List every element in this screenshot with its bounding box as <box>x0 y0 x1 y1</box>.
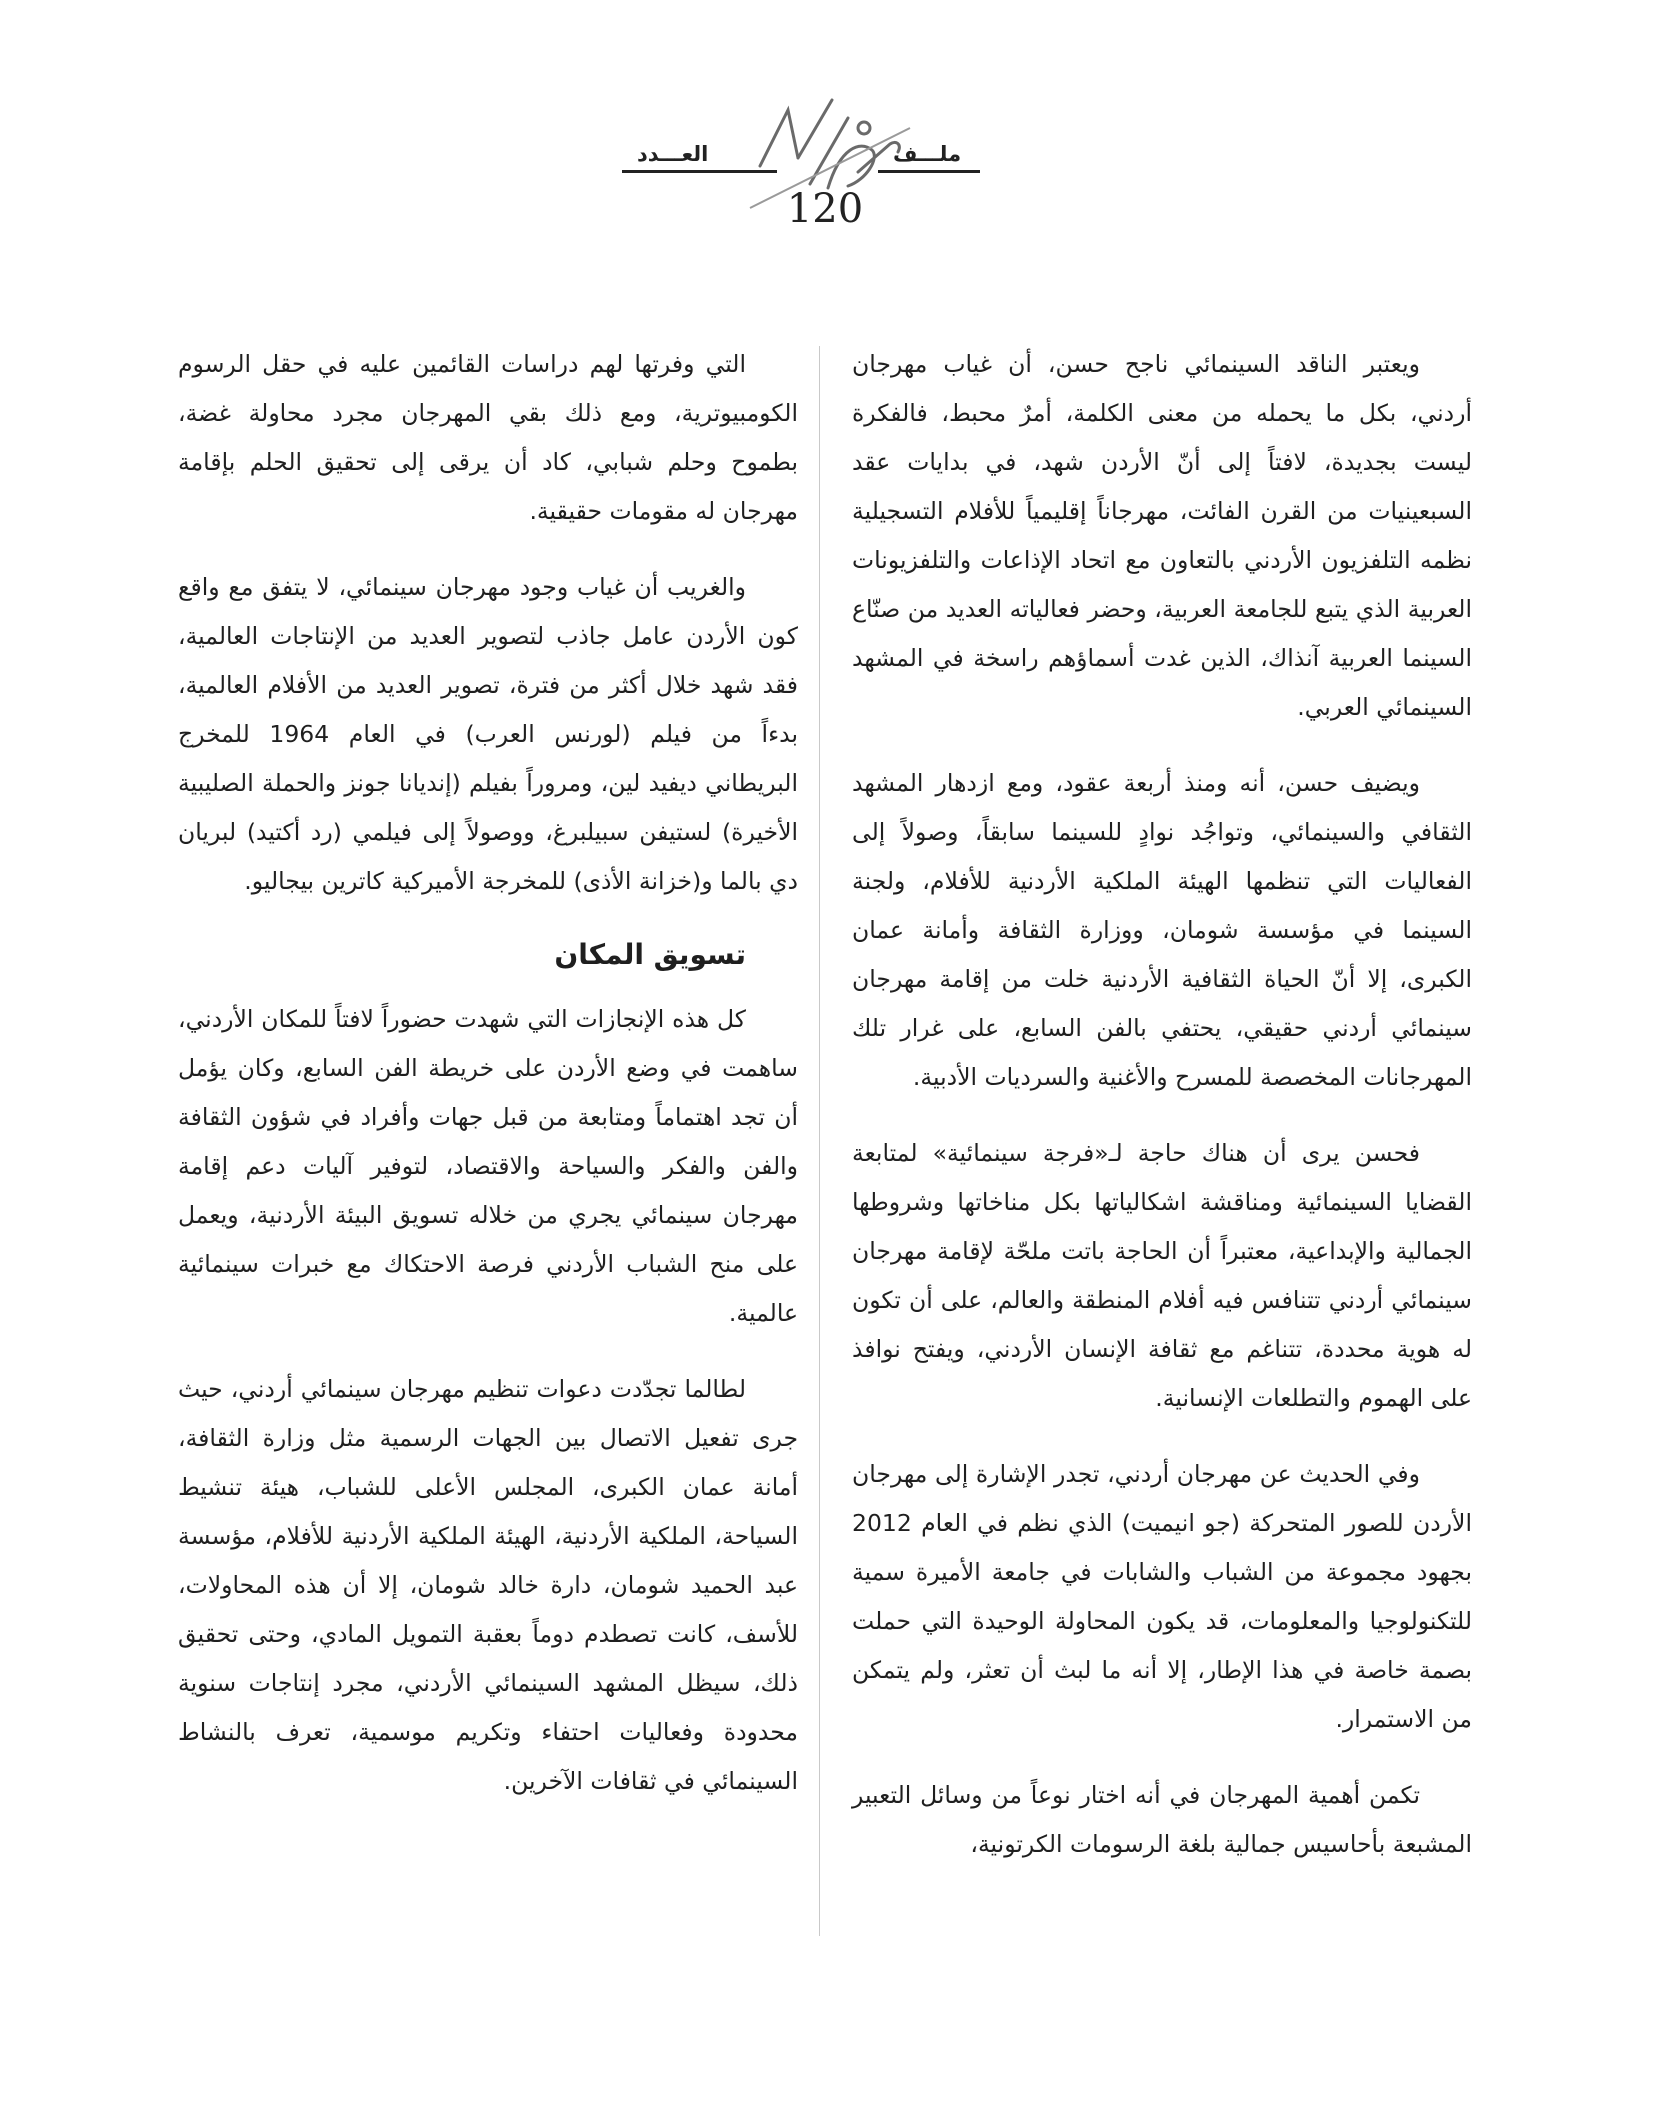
paragraph: وفي الحديث عن مهرجان أردني، تجدر الإشارة إلى مهرجان الأردن للصور المتحركة (جو انيميت) الذي نظم في العام 2012 بجهود مجموعة من الشباب والشابات في جامعة الأميرة سمية للتكنولوجيا والمعلومات، قد يكون المحاولة الوحيدة التي حملت بصمة خاصة في هذا الإطار، إلا أنه ما لبث أن تعثر، ولم يتمكن من الاستمرار. <box>852 1460 1472 1733</box>
paragraph: لطالما تجدّدت دعوات تنظيم مهرجان سينمائي أردني، حيث جرى تفعيل الاتصال بين الجهات الرسمية مثل وزارة الثقافة، أمانة عمان الكبرى، المجلس الأعلى للشباب، هيئة تنشيط السياحة، الملكية الأردنية، الهيئة الملكية الأردنية للأفلام، مؤسسة عبد الحميد شومان، دارة خالد شومان، إلا أن هذه المحاولات، للأسف، كانت تصطدم دوماً بعقبة التمويل المادي، وحتى تحقيق ذلك، سيظل المشهد السينمائي الأردني، مجرد إنتاجات سنوية محدودة وفعاليات احتفاء وتكريم موسمية، تعرف بالنشاط السينمائي في ثقافات الآخرين. <box>178 1375 798 1795</box>
left-column <box>178 340 798 1833</box>
paragraph: كل هذه الإنجازات التي شهدت حضوراً لافتاً للمكان الأردني، ساهمت في وضع الأردن على خريطة الفن السابع، وكان يؤمل أن تجد اهتماماً ومتابعة من قبل جهات وأفراد في شؤون الثقافة والفن والفكر والسياحة والاقتصاد، لتوفير آليات دعم إقامة مهرجان سينمائي يجري من خلاله تسويق البيئة الأردنية، ويعمل على منح الشباب الأردني فرصة الاحتكاك مع خبرات سينمائية عالمية. <box>178 1005 798 1327</box>
page-number: 120 <box>786 186 864 232</box>
paragraph: ويضيف حسن، أنه ومنذ أربعة عقود، ومع ازدهار المشهد الثقافي والسينمائي، وتواجُد نوادٍ للسينما سابقاً، وصولاً إلى الفعاليات التي تنظمها الهيئة الملكية الأردنية للأفلام، ولجنة السينما في مؤسسة شومان، ووزارة الثقافة وأمانة عمان الكبرى، إلا أنّ الحياة الثقافية الأردنية خلت من إقامة مهرجان سينمائي أردني حقيقي، يحتفي بالفن السابع، على غرار تلك المهرجانات المخصصة للمسرح والأغنية والسرديات الأدبية. <box>852 769 1472 1091</box>
paragraph: والغريب أن غياب وجود مهرجان سينمائي، لا يتفق مع واقع كون الأردن عامل جاذب لتصوير العديد من الإنتاجات العالمية، فقد شهد خلال أكثر من فترة، تصوير العديد من الأفلام العالمية، بدءاً من فيلم (لورنس العرب) في العام 1964 للمخرج البريطاني ديفيد لين، ومروراً بفيلم (إنديانا جونز والحملة الصليبية الأخيرة) لستيفن سبيلبرغ، ووصولاً إلى فيلمي (رد أكتيد) لبريان دي بالما و(خزانة الأذى) للمخرجة الأميركية كاترين بيجاليو. <box>178 573 798 895</box>
paragraph: تكمن أهمية المهرجان في أنه اختار نوعاً من وسائل التعبير المشبعة بأحاسيس جمالية بلغة الرسومات الكرتونية، <box>852 1781 1472 1858</box>
right-column <box>852 340 1472 1896</box>
paragraph: فحسن يرى أن هناك حاجة لـ«فرجة سينمائية» لمتابعة القضايا السينمائية ومناقشة اشكالياتها بكل مناخاتها وشروطها الجمالية والإبداعية، معتبراً أن الحاجة باتت ملحّة لإقامة مهرجان سينمائي أردني تتنافس فيه أفلام المنطقة والعالم، على أن تكون له هوية محددة، تتناغم مع ثقافة الإنسان الأردني، ويفتح نوافذ على الهموم والتطلعات الإنسانية. <box>852 1139 1472 1412</box>
section-heading: تسويق المكان <box>554 938 746 971</box>
header-issue-label: العـــدد <box>637 142 709 166</box>
paragraph: ويعتبر الناقد السينمائي ناجح حسن، أن غياب مهرجان أردني، بكل ما يحمله من معنى الكلمة، أمرٌ محبط، فالفكرة ليست بجديدة، لافتاً إلى أنّ الأردن شهد، في بدايات عقد السبعينيات من القرن الفائت، مهرجاناً إقليمياً للأفلام التسجيلية نظمه التلفزيون الأردني بالتعاون مع اتحاد الإذاعات والتلفزيونات العربية الذي يتبع للجامعة العربية، وحضر فعالياته العديد من صنّاع السينما العربية آنذاك، الذين غدت أسماؤهم راسخة في المشهد السينمائي العربي. <box>852 350 1472 721</box>
paragraph: التي وفرتها لهم دراسات القائمين عليه في حقل الرسوم الكومبيوترية، ومع ذلك بقي المهرجان مجرد محاولة غضة، بطموح وحلم شبابي، كاد أن يرقى إلى تحقيق الحلم بإقامة مهرجان له مقومات حقيقية. <box>178 350 798 525</box>
column-divider <box>819 346 820 1936</box>
page-header <box>0 0 1654 240</box>
header-section-label: ملـــف <box>893 142 962 166</box>
